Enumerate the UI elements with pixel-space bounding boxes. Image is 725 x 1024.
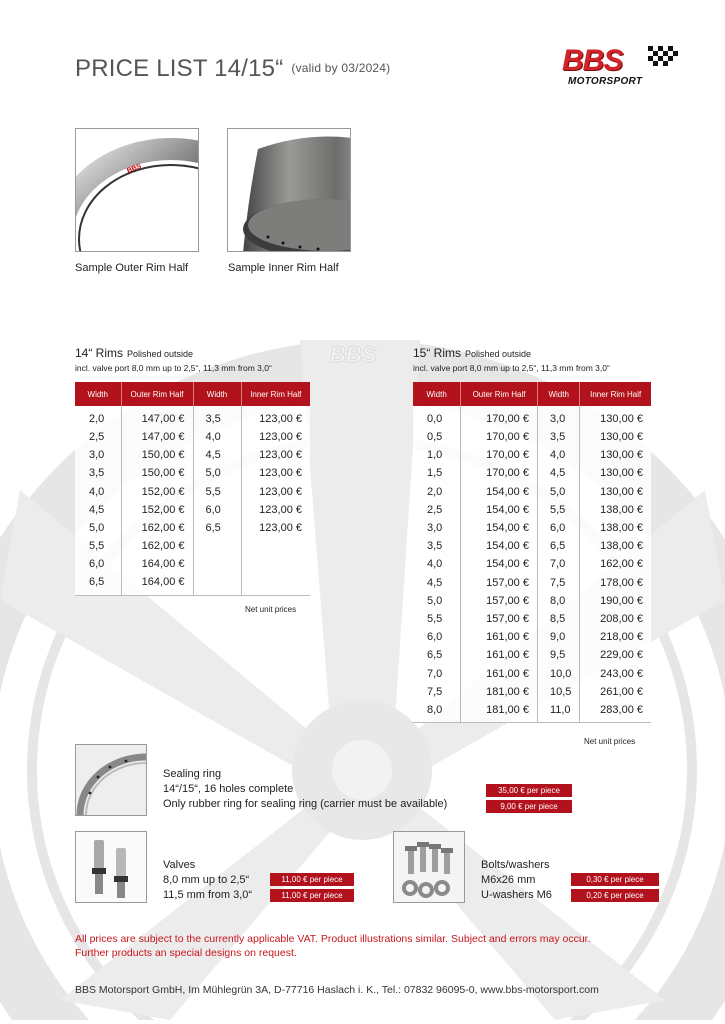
table-header-row <box>75 382 310 406</box>
outer-width-cell: 2,0 <box>89 413 105 425</box>
sealing-ring-price1-badge: 35,00 € per piece <box>486 784 572 797</box>
inner-width-cell: 4,5 <box>537 464 579 482</box>
sealing-ring-line2: Only rubber ring for sealing ring (carrier must be available) <box>163 798 448 810</box>
inner-width-cell: 4,0 <box>537 446 579 464</box>
inner-price-cell: 261,00 € <box>580 683 651 701</box>
outer-price-cell: 181,00 € <box>461 701 538 723</box>
inner-width-cell: 7,0 <box>537 555 579 573</box>
inner-width-cell: 11,0 <box>537 701 579 723</box>
title-text: PRICE LIST 14/15“ <box>75 55 284 82</box>
outer-price-cell: 157,00 € <box>461 574 538 592</box>
table-row <box>413 464 651 482</box>
inner-price-cell: 138,00 € <box>580 537 651 555</box>
valves-text <box>163 858 252 903</box>
inner-price-cell: 162,00 € <box>580 555 651 573</box>
outer-width-cell: 7,0 <box>427 667 443 680</box>
outer-price-cell: 161,00 € <box>461 664 538 682</box>
valves-image <box>76 832 147 903</box>
table-row <box>75 501 310 519</box>
bolts-washers-title: Bolts/washers <box>481 859 550 871</box>
rims14-valve-note: incl. valve port 8,0 mm up to 2,5“, 11,3 mm from 3,0“ <box>75 363 272 373</box>
inner-width-cell <box>193 555 241 573</box>
outer-rim-image <box>76 129 199 252</box>
inner-price-cell: 130,00 € <box>580 428 651 446</box>
table-row <box>413 446 651 464</box>
rims15-valve-note: incl. valve port 8,0 mm up to 2,5“, 11,3 mm from 3,0“ <box>413 363 610 373</box>
table-row <box>413 483 651 501</box>
inner-price-cell: 130,00 € <box>580 406 651 428</box>
table-row <box>75 464 310 482</box>
table-row <box>413 519 651 537</box>
outer-price-cell: 157,00 € <box>461 592 538 610</box>
outer-price-cell: 154,00 € <box>461 555 538 573</box>
inner-price-cell: 190,00 € <box>580 592 651 610</box>
inner-price-cell <box>241 574 310 596</box>
inner-price-cell <box>241 537 310 555</box>
outer-price-cell: 154,00 € <box>461 519 538 537</box>
outer-price-cell: 170,00 € <box>461 406 538 428</box>
inner-width-cell: 5,0 <box>537 483 579 501</box>
inner-width-cell: 9,5 <box>537 646 579 664</box>
inner-width-cell: 3,5 <box>537 428 579 446</box>
checkered-flag-icon <box>644 46 678 68</box>
table-row <box>413 610 651 628</box>
valves-price1-badge: 11,00 € per piece <box>270 873 354 886</box>
outer-width-cell: 4,5 <box>89 503 105 516</box>
inner-width-cell: 6,5 <box>193 519 241 537</box>
outer-price-cell: 157,00 € <box>461 610 538 628</box>
inner-price-cell: 123,00 € <box>241 501 310 519</box>
inner-price-cell: 123,00 € <box>241 446 310 464</box>
rims15-heading <box>413 346 531 360</box>
outer-width-cell: 6,0 <box>427 631 443 644</box>
inner-width-cell: 10,5 <box>537 683 579 701</box>
inner-price-cell: 123,00 € <box>241 483 310 501</box>
sealing-ring-photo <box>75 744 147 816</box>
outer-width-cell: 8,0 <box>413 701 461 723</box>
sealing-ring-line1: 14“/15“, 16 holes complete <box>163 783 294 795</box>
inner-width-cell: 4,0 <box>193 428 241 446</box>
bolts-washers-line1: M6x26 mm <box>481 874 536 886</box>
company-footer: BBS Motorsport GmbH, Im Mühlegrün 3A, D-77716 Haslach i. K., Tel.: 07832 96095-0, www.bbs-motorsport.com <box>75 984 599 996</box>
inner-width-cell: 8,5 <box>537 610 579 628</box>
table-row <box>413 574 651 592</box>
inner-rim-image <box>228 129 351 252</box>
rims14-net-prices-note: Net unit prices <box>245 605 297 614</box>
inner-width-cell: 6,0 <box>537 519 579 537</box>
inner-width-cell: 6,5 <box>537 537 579 555</box>
table-row <box>75 406 310 428</box>
outer-width-cell: 3,0 <box>427 522 443 535</box>
table-row <box>75 574 310 596</box>
outer-width-cell: 5,5 <box>427 612 443 625</box>
outer-width-cell: 2,0 <box>427 485 443 498</box>
rims15-title: 15“ Rims <box>413 346 462 360</box>
column-header-width: Width <box>537 382 579 406</box>
sealing-ring-title: Sealing ring <box>163 768 222 780</box>
table-row <box>413 628 651 646</box>
rims14-finish: Polished outside <box>127 349 194 359</box>
inner-price-cell: 123,00 € <box>241 428 310 446</box>
rims15-price-table <box>413 382 651 723</box>
column-header-inner: Inner Rim Half <box>241 382 310 406</box>
inner-price-cell: 123,00 € <box>241 406 310 428</box>
inner-width-cell: 6,0 <box>193 501 241 519</box>
outer-price-cell: 181,00 € <box>461 683 538 701</box>
inner-price-cell: 138,00 € <box>580 519 651 537</box>
column-header-outer: Outer Rim Half <box>461 382 538 406</box>
table-row <box>413 646 651 664</box>
outer-width-cell: 6,5 <box>427 649 443 662</box>
outer-width-cell: 6,0 <box>89 558 105 571</box>
inner-rim-caption: Sample Inner Rim Half <box>228 262 339 274</box>
inner-width-cell: 5,5 <box>193 483 241 501</box>
bbs-motorsport-logo <box>560 44 680 90</box>
bolts-washers-photo <box>393 831 465 903</box>
inner-width-cell: 3,0 <box>537 406 579 428</box>
outer-width-cell: 1,0 <box>427 449 443 462</box>
inner-width-cell: 7,5 <box>537 574 579 592</box>
inner-price-cell: 243,00 € <box>580 664 651 682</box>
inner-price-cell: 283,00 € <box>580 701 651 723</box>
outer-price-cell: 170,00 € <box>461 446 538 464</box>
outer-width-cell: 4,5 <box>427 576 443 589</box>
inner-price-cell: 208,00 € <box>580 610 651 628</box>
outer-price-cell: 162,00 € <box>121 537 193 555</box>
legal-notice <box>75 932 591 960</box>
rims14-title: 14“ Rims <box>75 346 124 360</box>
outer-width-cell: 3,5 <box>89 467 105 480</box>
outer-width-cell: 7,5 <box>427 685 443 698</box>
watermark-logo: BBS <box>330 342 377 367</box>
outer-width-cell: 2,5 <box>427 503 443 516</box>
outer-price-cell: 150,00 € <box>121 446 193 464</box>
rims14-price-table <box>75 382 310 596</box>
table-row <box>413 406 651 428</box>
valves-line2: 11,5 mm from 3,0“ <box>163 889 253 901</box>
inner-width-cell: 9,0 <box>537 628 579 646</box>
outer-price-cell: 154,00 € <box>461 501 538 519</box>
outer-width-cell: 3,5 <box>427 540 443 553</box>
notice-line2: Further products an special designs on request. <box>75 947 297 959</box>
validity-note: (valid by 03/2024) <box>291 61 391 75</box>
bolts-washers-text <box>481 858 552 903</box>
table-row <box>75 483 310 501</box>
table-row <box>413 555 651 573</box>
outer-price-cell: 154,00 € <box>461 483 538 501</box>
table-row <box>413 592 651 610</box>
outer-price-cell: 152,00 € <box>121 501 193 519</box>
inner-width-cell: 10,0 <box>537 664 579 682</box>
inner-price-cell: 130,00 € <box>580 483 651 501</box>
table-row <box>75 555 310 573</box>
inner-width-cell <box>193 537 241 555</box>
svg-text:BBS: BBS <box>126 162 143 175</box>
outer-width-cell: 1,5 <box>427 467 443 480</box>
valves-price2-badge: 11,00 € per piece <box>270 889 354 902</box>
bolts-washers-line2: U-washers M6 <box>481 889 552 901</box>
outer-width-cell: 4,0 <box>427 558 443 571</box>
outer-width-cell: 2,5 <box>89 431 105 444</box>
column-header-width: Width <box>75 382 121 406</box>
outer-width-cell: 5,0 <box>427 594 443 607</box>
table-row <box>413 428 651 446</box>
inner-price-cell: 229,00 € <box>580 646 651 664</box>
table-row <box>413 537 651 555</box>
table-row <box>413 501 651 519</box>
inner-price-cell: 130,00 € <box>580 446 651 464</box>
outer-price-cell: 147,00 € <box>121 406 193 428</box>
rims15-finish: Polished outside <box>465 349 532 359</box>
outer-width-cell: 5,0 <box>89 522 105 535</box>
column-header-inner: Inner Rim Half <box>580 382 651 406</box>
inner-price-cell: 123,00 € <box>241 464 310 482</box>
inner-price-cell: 138,00 € <box>580 501 651 519</box>
inner-width-cell: 3,5 <box>193 406 241 428</box>
inner-width-cell: 4,5 <box>193 446 241 464</box>
outer-price-cell: 147,00 € <box>121 428 193 446</box>
outer-price-cell: 161,00 € <box>461 628 538 646</box>
sealing-ring-price2-badge: 9,00 € per piece <box>486 800 572 813</box>
rims15-net-prices-note: Net unit prices <box>584 737 636 746</box>
outer-width-cell: 3,0 <box>89 449 105 462</box>
page-title <box>75 55 390 83</box>
valves-photo <box>75 831 147 903</box>
inner-price-cell <box>241 555 310 573</box>
rims14-heading <box>75 346 193 360</box>
table-row <box>413 664 651 682</box>
outer-width-cell: 0,0 <box>427 413 443 425</box>
inner-price-cell: 218,00 € <box>580 628 651 646</box>
outer-price-cell: 152,00 € <box>121 483 193 501</box>
outer-price-cell: 164,00 € <box>121 574 193 596</box>
table-row <box>75 428 310 446</box>
table-row <box>75 519 310 537</box>
outer-price-cell: 161,00 € <box>461 646 538 664</box>
table-header-row <box>413 382 651 406</box>
outer-price-cell: 150,00 € <box>121 464 193 482</box>
logo-brand: BBS <box>562 44 623 77</box>
outer-price-cell: 170,00 € <box>461 428 538 446</box>
inner-width-cell <box>193 574 241 596</box>
column-header-width: Width <box>413 382 461 406</box>
outer-width-cell: 6,5 <box>75 574 121 596</box>
table-row <box>75 537 310 555</box>
table-row <box>75 446 310 464</box>
outer-width-cell: 5,5 <box>89 540 105 553</box>
inner-width-cell: 5,5 <box>537 501 579 519</box>
outer-price-cell: 164,00 € <box>121 555 193 573</box>
table-row <box>413 683 651 701</box>
column-header-width: Width <box>193 382 241 406</box>
sealing-ring-text <box>163 767 447 812</box>
column-header-outer: Outer Rim Half <box>121 382 193 406</box>
sealing-ring-image <box>76 745 147 816</box>
bolts-washers-image <box>394 832 465 903</box>
inner-rim-half-photo <box>227 128 351 252</box>
bolts-price1-badge: 0,30 € per piece <box>571 873 659 886</box>
inner-price-cell: 178,00 € <box>580 574 651 592</box>
inner-width-cell: 5,0 <box>193 464 241 482</box>
inner-price-cell: 130,00 € <box>580 464 651 482</box>
outer-price-cell: 154,00 € <box>461 537 538 555</box>
logo-subline: MOTORSPORT <box>568 76 643 87</box>
outer-price-cell: 170,00 € <box>461 464 538 482</box>
outer-width-cell: 0,5 <box>427 431 443 444</box>
outer-price-cell: 162,00 € <box>121 519 193 537</box>
outer-width-cell: 4,0 <box>89 485 105 498</box>
table-row <box>413 701 651 723</box>
inner-price-cell: 123,00 € <box>241 519 310 537</box>
valves-title: Valves <box>163 859 196 871</box>
washers-price2-badge: 0,20 € per piece <box>571 889 659 902</box>
inner-width-cell: 8,0 <box>537 592 579 610</box>
valves-line1: 8,0 mm up to 2,5“ <box>163 874 250 886</box>
notice-line1: All prices are subject to the currently applicable VAT. Product illustrations similar. Subject and errors may occur. <box>75 933 591 945</box>
outer-rim-caption: Sample Outer Rim Half <box>75 262 189 274</box>
outer-rim-half-photo <box>75 128 199 252</box>
